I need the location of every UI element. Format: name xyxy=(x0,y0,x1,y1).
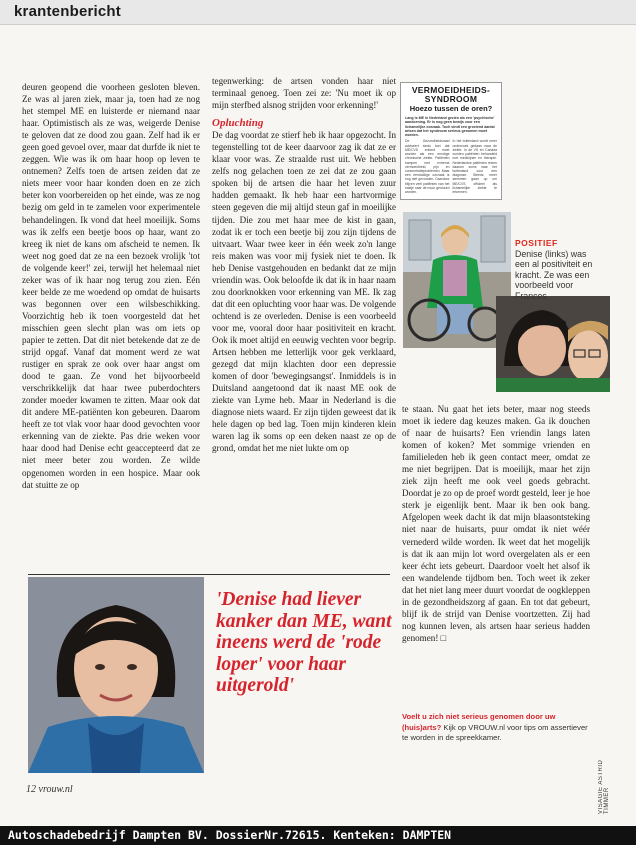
pull-quote: 'Denise had liever kanker dan ME, want ineens werd de 'rode loper' voor haar uitgerold' xyxy=(216,589,392,696)
info-sidebar xyxy=(400,82,502,200)
friends-photo xyxy=(496,296,610,392)
tip-question: Voelt u zich niet serieus genomen door uw (huis)arts? xyxy=(402,712,556,732)
section-title: krantenbericht xyxy=(14,3,121,20)
sidebar-title: VERMOEIDHEIDS-SYNDROOM xyxy=(411,85,491,104)
portrait-photo xyxy=(28,577,204,773)
section-header xyxy=(0,0,636,25)
footer-text: Autoschadebedrijf Dampten BV. DossierNr.72615. Kenteken: DAMPTEN xyxy=(8,828,452,842)
subheading: Opluchting xyxy=(212,117,264,130)
page-number: 12 vrouw.nl xyxy=(26,784,73,795)
portrait-illustration xyxy=(28,577,204,773)
wheelchair-photo xyxy=(403,212,511,348)
sidebar-subtitle: Hoezo tussen de oren? xyxy=(409,104,493,113)
article-text: tegenwerking: de artsen vonden haar niet terminaal genoeg. Toen zei ze: 'Nu moet ik op mijn sterfbed alsnog strijden voor erkenning!' xyxy=(212,76,396,111)
wheelchair-illustration xyxy=(403,212,511,348)
friends-illustration xyxy=(496,296,610,392)
photo-caption xyxy=(515,238,603,301)
sidebar-text: De Gezondheidsraad adviseert sinds kort dat ME/CVS erkend moet worden als een ernstige chronische ziekte. Patiënten kampen met extreme vermoeidheid, pijn en concentratieproblemen. Maar een eenduidige oorzaak is nog niet gevonden. Daardoor blijven veel patiënten van het kastje naar de muur gestuurd worden. xyxy=(405,139,450,194)
divider xyxy=(28,574,204,575)
sidebar-intro: Lang is ME in Nederland gezien als een 'psychische' aandoening. Er is nog geen bewijs voor een lichamelijke oorzaak. Toch vindt een groeiend aantal artsen dat het syndroom serieus genomen moet worden. xyxy=(405,116,495,138)
article-text: te staan. Nu gaat het iets beter, maar nog steeds moet ik iedere dag keuzes maken. Ga ik douchen of naar de huisarts? Een vriendin langs laten komen of koken? Met sommige vrienden en familieleden heb ik geen contact meer, omdat ze me niet begrijpen. Dat is moeilijk, maar het zijn ziek zijn heeft me ook veel goeds gebracht. Doordat je zo op de proef wordt gesteld, leer je hoe sterk je eigenlijk bent. Maar ik ben ook bang. Afgelopen week dacht ik dat mijn blaasontsteking niet naar de huisarts, puur omdat ik niet wéér vernederd wilde worden. Ik weet dat het mogelijk is dat ik aan mijn lot word overgelaten als er een keer écht iets gebeurt. Daardoor voelt het alsof ik een wandelende tijdbom ben. Toch weet ik zeker dat het niet lang meer duurt voordat de oogkleppen in de gezondheidszorg af gaan. En tot dat gebeurt, blijf ik de strijd van Denise voortzetten. Zij had nog kunnen leven, als artsen haar serieus hadden genomen! □ xyxy=(402,404,590,643)
sidebar-columns xyxy=(405,139,497,194)
divider xyxy=(204,574,390,575)
article-text: De dag voordat ze stierf heb ik haar opgezocht. In tegenstelling tot de keer daarvoor zag ik dat ze er klaar voor was. Ze straalde rust uit. We hebben zelfs nog gelachen toen ze zei dat ze zou gaan spoken bij de artsen die haar het leven zuur hadden gemaakt. Ik heb haar een hartvormige steen gegeven die mij altijd steun gaf in moeilijke tijden. Die zou met haar mee de kist in gaan, zodat ik er toch een beetje bij zou zijn tijdens de uitvaart. Waar twee keer in één week zo'n lange reis maken was voor mij fysiek niet te doen. Ik heb Denise vastgehouden en bedankt dat ze mijn vriendin was. Ook beloofde ik dat ik in haar naam zou doorknokken voor erkenning van ME. Ik zag dat dit een opluchting voor haar was. De volgende ochtend is ze overleden. Denise is een voorbeeld voor me, vooral door haar positiviteit en kracht. Ook ik moet altijd en eeuwig vechten voor begrip. Artsen hebben me letterlijk voor gek verklaard, gezegd dat mijn klachten door een depressie komen of door 'bewegingsangst'. Inmiddels is in Duitsland aangetoond dat ik naast ME ook de ziekte van Lyme heb. Maar in Nederland is die diagnose niets waard. Er zijn tijden geweest dat ik hele dagen op bed lag. Toen mijn kinderen klein waren lag ik soms op een deken naast ze op de grond, omdat het me niet lukte om op xyxy=(212,130,396,454)
article-text: deuren geopend die voorheen gesloten bleven. Ze was al jaren ziek, maar ja, toen had ze nog het stempel ME en luisterde er niemand naar haar. Optimistisch als ze was, weigerde Denise te geloven dat ze dood zou gaan. Zelf had ik er geen goed gevoel over, maar dat durfde ik niet te zeggen. Wie was ik om haar hoop op leven te ontnemen? Zelfs toen de artsen zeiden dat ze niets meer voor haar konden doen en ze zich beter kon voorbereiden op het einde, was ze nog bezig om geld in te zamelen voor experimentele behandelingen. Ik vond dat heel moeilijk. Soms was ik zelfs een beetje boos op haar, want zo kreeg ik niet de kans om afscheid te nemen. Ik weet nog goed dat ze na een bezoek vrolijk 'tot de volgende keer!' zei, terwijl het helemaal niet zeker was of ik haar nog terug zou zien. Eén keer belde ze me woedend op omdat de huisarts was begonnen over een wilsbeschikking. Voorzichtig heb ik toen voorgesteld dat het misschien geen slecht plan was om iets op papier te zetten. Dat dit niet betekende dat ze de strijd opgaf. Vanaf dat moment werd ze wat rustiger en sprak ze ook over haar angst om dood te gaan. Ze vond het bijvoorbeeld verschrikkelijk dat haar twee puberdochters zonder moeder kwamen te zitten. Maar ook dat dit andere ME-patiënten kon gebeuren. Daarom heeft ze tot vlak voor haar dood gevochten voor erkenning van de ziekte. Pas drie weken voor haar dood had Denise echt geaccepteerd dat ze niet meer beter zou worden. Ze wilde opgenomen worden in een hospice. Maar ook dat stuitte ze op xyxy=(22,82,200,490)
caption-title: POSITIEF xyxy=(515,238,558,248)
sidebar-text: In het buitenland wordt meer onderzoek gedaan naar de ziekte. In de VS en Canada worden patiënten behandeld met medicijnen en therapie. Nederlandse patiënten reizen daarom soms naar het buitenland voor een diagnose. Steeds meer stemmen gaan op om ME/CVS officieel als lichamelijke ziekte te erkennen. xyxy=(452,139,497,194)
article-column-3 xyxy=(402,403,590,644)
caption-text: Denise (links) was een al positiviteit en kracht. Ze was een voorbeeld voor Frances. xyxy=(515,248,593,301)
photo-credit: VISAGIE ASTRID TIMMER xyxy=(598,759,610,814)
footer-bar xyxy=(0,826,636,845)
tip-text: Kijk op VROUW.nl voor tips om assertiever te worden in de spreekkamer. xyxy=(402,722,588,742)
article-column-1 xyxy=(22,81,200,491)
tip-box xyxy=(402,712,588,744)
article-column-2 xyxy=(212,75,396,454)
